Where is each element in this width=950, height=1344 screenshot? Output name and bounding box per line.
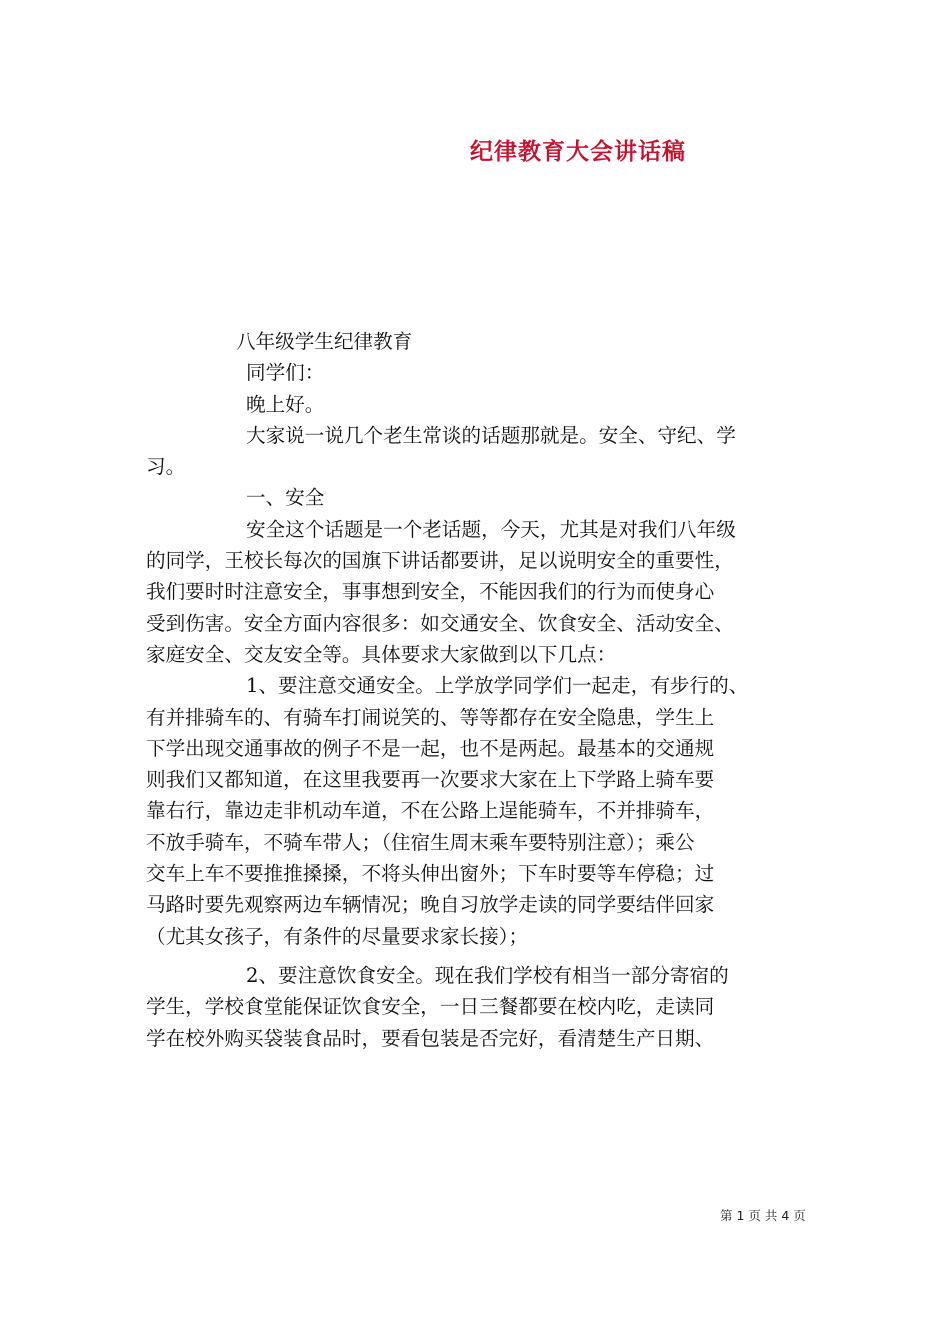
body-line: 一、安全: [246, 486, 325, 510]
body-line: 晚上好。: [246, 392, 325, 416]
body-line: 习。: [146, 455, 186, 479]
body-line: 有并排骑车的、有骑车打闹说笑的、等等都存在安全隐患，学生上: [146, 705, 715, 729]
body-line: 家庭安全、交友安全等。具体要求大家做到以下几点：: [146, 642, 617, 666]
document-title: 纪律教育大会讲话稿: [470, 138, 686, 165]
body-line: 的同学，王校长每次的国旗下讲话都要讲，足以说明安全的重要性，: [146, 549, 734, 573]
body-line: 学在校外购买袋装食品时，要看包装是否完好，看清楚生产日期、: [146, 1026, 715, 1050]
body-line: 我们要时时注意安全，事事想到安全，不能因我们的行为而使身心: [146, 580, 715, 604]
body-line: 大家说一说几个老生常谈的话题那就是。安全、守纪、学: [246, 423, 736, 447]
body-line: 2、要注意饮食安全。现在我们学校有相当一部分寄宿的: [246, 963, 729, 987]
body-line: 下学出现交通事故的例子不是一起，也不是两起。最基本的交通规: [146, 736, 715, 760]
body-line: 同学们：: [246, 361, 325, 385]
body-line: 安全这个话题是一个老话题，今天，尤其是对我们八年级: [246, 517, 736, 541]
body-line: 靠右行，靠边走非机动车道，不在公路上逞能骑车，不并排骑车，: [146, 799, 715, 823]
body-line: 则我们又都知道，在这里我要再一次要求大家在上下学路上骑车要: [146, 768, 715, 792]
document-body: [146, 326, 810, 1054]
body-line: 不放手骑车，不骑车带人；（住宿生周末乘车要特别注意）；乘公: [146, 830, 695, 854]
body-line: （尤其女孩子，有条件的尽量要求家长接）；: [146, 924, 529, 948]
body-line: 八年级学生纪律教育: [236, 330, 413, 353]
body-line: 学生，学校食堂能保证饮食安全，一日三餐都要在校内吃，走读同: [146, 995, 715, 1019]
body-line: 1、要注意交通安全。上学放学同学们一起走，有步行的、: [246, 674, 749, 698]
body-line: 交车上车不要推推搡搡，不将头伸出窗外；下车时要等车停稳；过: [146, 862, 715, 886]
body-line: 马路时要先观察两边车辆情况；晚自习放学走读的同学要结伴回家: [146, 893, 715, 917]
body-line: 受到伤害。安全方面内容很多：如交通安全、饮食安全、活动安全、: [146, 611, 734, 635]
paragraph-gap: [146, 952, 810, 960]
page-footer: 第 1 页 共 4 页: [720, 1208, 806, 1223]
